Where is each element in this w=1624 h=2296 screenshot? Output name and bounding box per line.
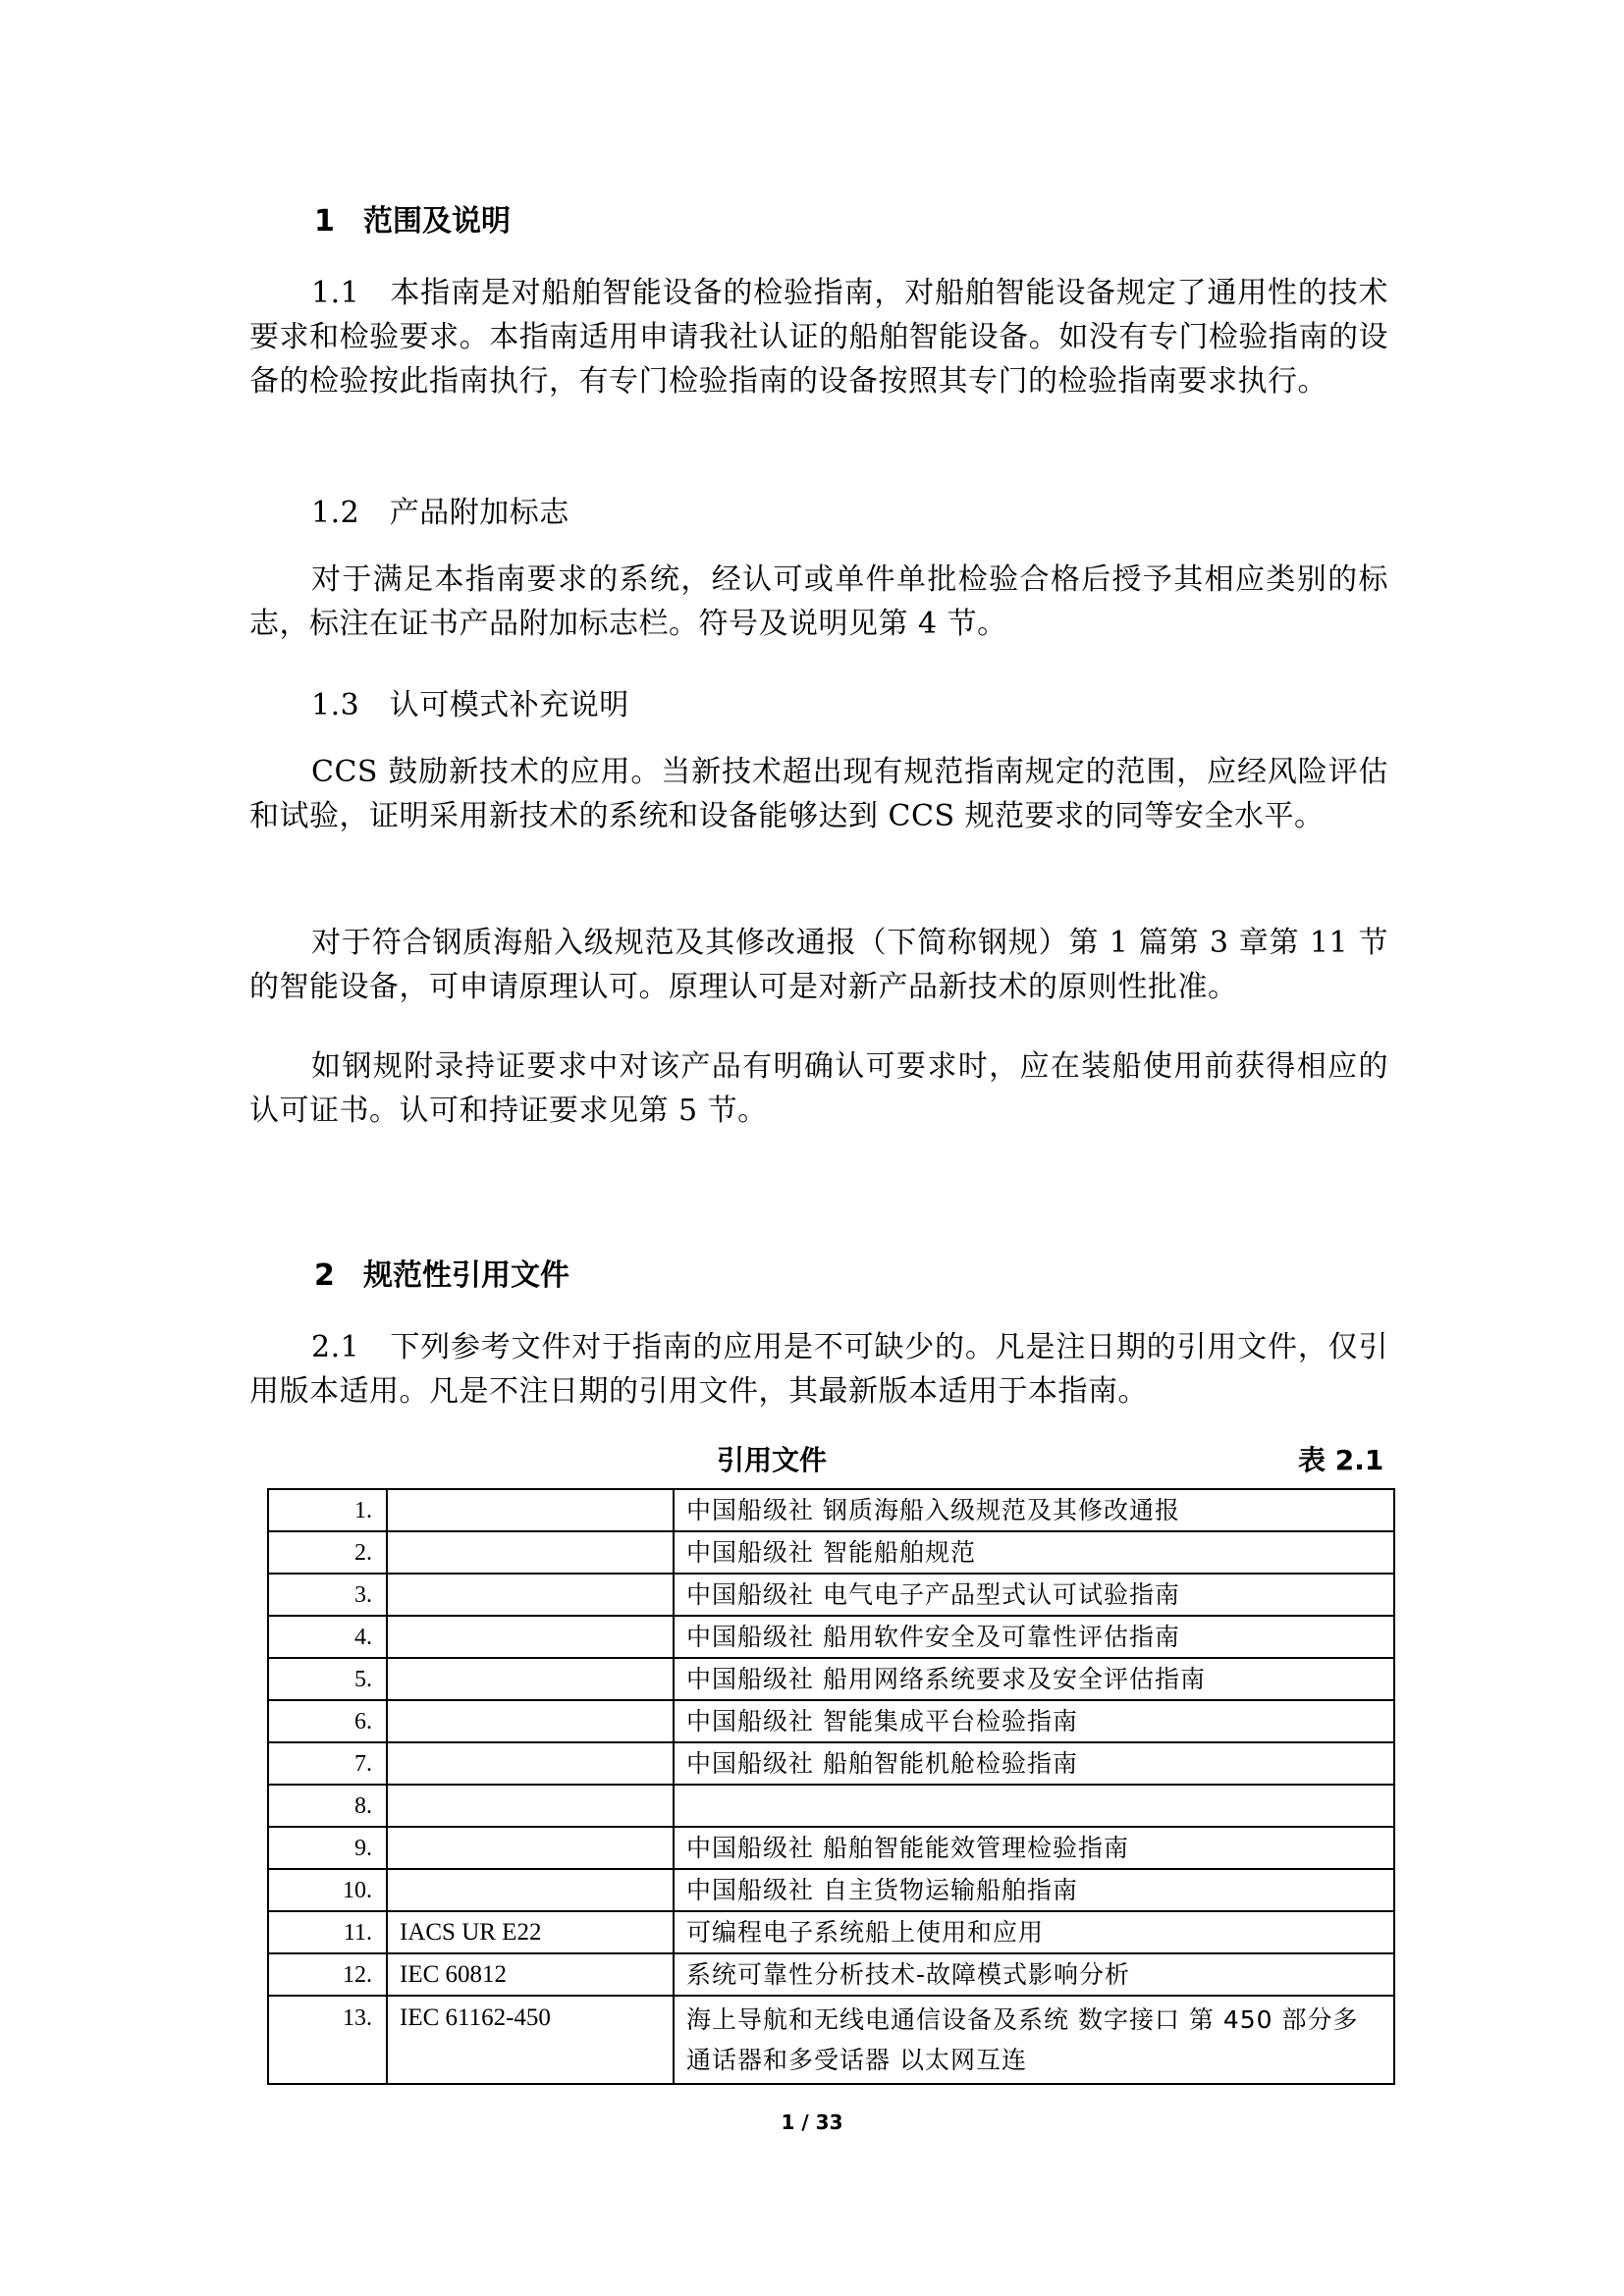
row-code	[387, 1531, 674, 1574]
section-2-number: 2	[314, 1258, 335, 1293]
table-row	[268, 1742, 1394, 1785]
table-row	[268, 1869, 1394, 1911]
row-name: 海上导航和无线电通信设备及系统 数字接口 第 450 部分多通话器和多受话器 以太网互连	[674, 1996, 1394, 2084]
paragraph-1-3-body-2: 对于符合钢质海船入级规范及其修改通报（下简称钢规）第 1 篇第 3 章第 11 节的智能设备，可申请原理认可。原理认可是对新产品新技术的原则性批准。	[249, 926, 1388, 1004]
row-number: 3.	[268, 1574, 387, 1616]
section-2-heading	[314, 1256, 569, 1296]
table-number: 表 2.1	[1298, 1444, 1384, 1476]
row-number: 10.	[268, 1869, 387, 1911]
row-code: IACS UR E22	[387, 1911, 674, 1953]
table-title: 引用文件	[717, 1444, 828, 1476]
table-row	[268, 1785, 1394, 1827]
row-code	[387, 1658, 674, 1700]
paragraph-1-2-heading: 1.2 产品附加标志	[311, 496, 569, 530]
paragraph-1-3-body-3: 如钢规附录持证要求中对该产品有明确认可要求时，应在装船使用前获得相应的认可证书。认可和持证要求见第 5 节。	[249, 1049, 1388, 1128]
row-number: 1.	[268, 1489, 387, 1531]
table-row	[268, 1658, 1394, 1700]
row-number: 4.	[268, 1616, 387, 1658]
row-code	[387, 1827, 674, 1869]
paragraph-1-2-body: 对于满足本指南要求的系统，经认可或单件单批检验合格后授予其相应类别的标志，标注在证书产品附加标志栏。符号及说明见第 4 节。	[249, 562, 1388, 641]
table-row	[268, 1953, 1394, 1996]
row-name: 中国船级社 船舶智能机舱检验指南	[674, 1742, 1394, 1785]
row-name: 中国船级社 船舶智能能效管理检验指南	[674, 1827, 1394, 1869]
table-row	[268, 1574, 1394, 1616]
table-row	[268, 1700, 1394, 1742]
paragraph-2-1: 2.1 下列参考文件对于指南的应用是不可缺少的。凡是注日期的引用文件，仅引用版本适用。凡是不注日期的引用文件，其最新版本适用于本指南。	[249, 1330, 1388, 1409]
table-row	[268, 1996, 1394, 2084]
paragraph-1-3-body-1: CCS 鼓励新技术的应用。当新技术超出现有规范指南规定的范围，应经风险评估和试验，证明采用新技术的系统和设备能够达到 CCS 规范要求的同等安全水平。	[249, 755, 1388, 833]
row-number: 6.	[268, 1700, 387, 1742]
paragraph-1-3-heading: 1.3 认可模式补充说明	[311, 688, 629, 722]
row-number: 5.	[268, 1658, 387, 1700]
row-code: IEC 60812	[387, 1953, 674, 1996]
table-row	[268, 1616, 1394, 1658]
row-code	[387, 1700, 674, 1742]
section-1-heading	[314, 202, 511, 241]
row-name: 中国船级社 智能船舶规范	[674, 1531, 1394, 1574]
row-name: 可编程电子系统船上使用和应用	[674, 1911, 1394, 1953]
row-name: 中国船级社 钢质海船入级规范及其修改通报	[674, 1489, 1394, 1531]
section-1-number: 1	[314, 204, 335, 239]
row-name: 中国船级社 船用软件安全及可靠性评估指南	[674, 1616, 1394, 1658]
section-2-title: 规范性引用文件	[363, 1258, 569, 1293]
row-code	[387, 1785, 674, 1827]
table-row	[268, 1911, 1394, 1953]
section-1-title: 范围及说明	[363, 204, 511, 239]
row-code	[387, 1616, 674, 1658]
row-name: 中国船级社 智能集成平台检验指南	[674, 1700, 1394, 1742]
paragraph-1-1: 1.1 本指南是对船舶智能设备的检验指南，对船舶智能设备规定了通用性的技术要求和检验要求。本指南适用申请我社认证的船舶智能设备。如没有专门检验指南的设备的检验按此指南执行，有专门检验指南的设备按照其专门的检验指南要求执行。	[249, 276, 1388, 399]
row-code	[387, 1742, 674, 1785]
table-row	[268, 1489, 1394, 1531]
row-number: 11.	[268, 1911, 387, 1953]
row-number: 8.	[268, 1785, 387, 1827]
row-number: 12.	[268, 1953, 387, 1996]
row-number: 7.	[268, 1742, 387, 1785]
row-code: IEC 61162-450	[387, 1996, 674, 2084]
row-name: 中国船级社 船用网络系统要求及安全评估指南	[674, 1658, 1394, 1700]
page-number: 1 / 33	[781, 2110, 843, 2134]
table-row	[268, 1827, 1394, 1869]
row-name	[674, 1785, 1394, 1827]
row-number: 2.	[268, 1531, 387, 1574]
row-name: 中国船级社 自主货物运输船舶指南	[674, 1869, 1394, 1911]
row-name: 系统可靠性分析技术-故障模式影响分析	[674, 1953, 1394, 1996]
row-number: 9.	[268, 1827, 387, 1869]
row-code	[387, 1489, 674, 1531]
reference-table	[267, 1488, 1395, 2085]
table-row	[268, 1531, 1394, 1574]
row-code	[387, 1574, 674, 1616]
row-name: 中国船级社 电气电子产品型式认可试验指南	[674, 1574, 1394, 1616]
row-number: 13.	[268, 1996, 387, 2084]
row-code	[387, 1869, 674, 1911]
